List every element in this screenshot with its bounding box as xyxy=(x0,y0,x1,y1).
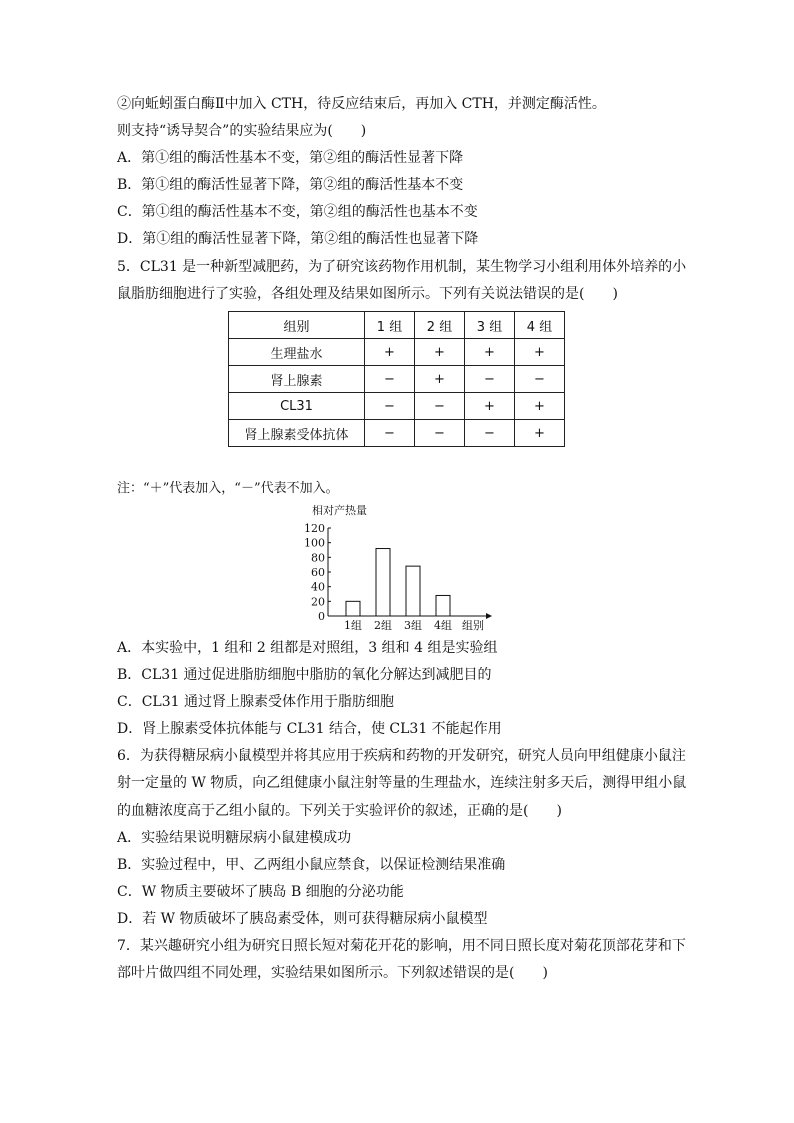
table-cell: + xyxy=(415,339,465,366)
table-header-cell: 组别 xyxy=(229,312,365,339)
table-cell: 肾上腺素 xyxy=(229,366,365,393)
option-a: A．实验结果说明糖尿病小鼠建模成功 xyxy=(117,830,352,846)
table-cell: − xyxy=(415,420,465,447)
option-b: B．CL31 通过促进脂肪细胞中脂肪的氧化分解达到减肥目的 xyxy=(117,667,492,683)
table-cell: − xyxy=(415,393,465,420)
y-tick-label: 0 xyxy=(318,610,325,623)
chart-bars xyxy=(344,549,452,632)
table-cell: + xyxy=(515,393,565,420)
table-cell: − xyxy=(465,366,515,393)
table-cell: 肾上腺素受体抗体 xyxy=(229,420,365,447)
y-tick-label: 100 xyxy=(304,536,325,550)
heat-production-chart xyxy=(290,498,500,633)
option-b: B．第①组的酶活性显著下降，第②组的酶活性基本不变 xyxy=(117,177,464,193)
table-row xyxy=(229,393,565,420)
option-c: C．W 物质主要破坏了胰岛 B 细胞的分泌功能 xyxy=(117,884,404,900)
table-row xyxy=(229,420,565,447)
y-tick-label: 80 xyxy=(311,551,325,565)
x-tick-label: 3组 xyxy=(404,619,422,632)
text-line: ②向蚯蚓蛋白酶Ⅱ中加入 CTH，待反应结束后，再加入 CTH，并测定酶活性。 xyxy=(117,96,606,112)
y-tick-label: 40 xyxy=(311,580,325,594)
table-note: 注：“＋”代表加入，“－”代表不加入。 xyxy=(117,481,339,496)
text-line: 则支持“诱导契合”的实验结果应为( ) xyxy=(117,123,367,139)
bar xyxy=(406,566,420,616)
bar xyxy=(346,601,360,616)
treatment-table xyxy=(228,311,565,447)
table-cell: + xyxy=(415,366,465,393)
x-axis-label: 组别 xyxy=(462,619,484,632)
table-cell: + xyxy=(465,339,515,366)
table-cell: − xyxy=(365,420,415,447)
table-cell: + xyxy=(515,339,565,366)
table-cell: − xyxy=(515,366,565,393)
x-axis-arrow-icon xyxy=(486,613,492,619)
table-cell: − xyxy=(465,420,515,447)
option-a: A．第①组的酶活性基本不变，第②组的酶活性显著下降 xyxy=(117,150,464,166)
y-tick-label: 20 xyxy=(311,595,325,609)
table-header-cell: 3 组 xyxy=(465,312,515,339)
option-b: B．实验过程中，甲、乙两组小鼠应禁食，以保证检测结果准确 xyxy=(117,857,506,873)
question-5-stem: 鼠脂肪细胞进行了实验，各组处理及结果如图所示。下列有关说法错误的是( ) xyxy=(117,286,618,302)
option-d: D．肾上腺素受体抗体能与 CL31 结合，使 CL31 不能起作用 xyxy=(117,721,502,737)
table-row xyxy=(229,366,565,393)
bar xyxy=(436,595,450,616)
question-5-stem: 5．CL31 是一种新型减肥药，为了研究该药物作用机制，某生物学习小组利用体外培养的小 xyxy=(117,259,687,275)
table-cell: + xyxy=(465,393,515,420)
option-a: A．本实验中，1 组和 2 组都是对照组，3 组和 4 组是实验组 xyxy=(117,640,498,656)
question-6-stem: 射一定量的 W 物质，向乙组健康小鼠注射等量的生理盐水，连续注射多天后，测得甲组小鼠 xyxy=(117,775,687,791)
option-d: D．若 W 物质破坏了胰岛素受体，则可获得糖尿病小鼠模型 xyxy=(117,911,488,927)
option-c: C．第①组的酶活性基本不变，第②组的酶活性也基本不变 xyxy=(117,204,478,220)
table-row xyxy=(229,339,565,366)
table-cell: 生理盐水 xyxy=(229,339,365,366)
table-header-cell: 1 组 xyxy=(365,312,415,339)
x-tick-label: 4组 xyxy=(434,619,452,632)
table-cell: CL31 xyxy=(229,393,365,420)
table-header-cell: 4 组 xyxy=(515,312,565,339)
table-cell: − xyxy=(365,366,415,393)
table-cell: + xyxy=(515,420,565,447)
question-6-stem: 的血糖浓度高于乙组小鼠的。下列关于实验评价的叙述，正确的是( ) xyxy=(117,803,562,819)
y-tick-label: 60 xyxy=(311,566,325,579)
bar xyxy=(376,549,390,616)
table-cell: − xyxy=(365,393,415,420)
y-axis-ticks xyxy=(304,522,331,623)
table-header-cell: 2 组 xyxy=(415,312,465,339)
option-c: C．CL31 通过肾上腺素受体作用于脂肪细胞 xyxy=(117,694,394,710)
y-tick-label: 120 xyxy=(304,522,325,535)
table-cell: + xyxy=(365,339,415,366)
y-axis-label: 相对产热量 xyxy=(312,504,367,517)
question-7-stem: 部叶片做四组不同处理，实验结果如图所示。下列叙述错误的是( ) xyxy=(117,965,548,981)
question-6-stem: 6．为获得糖尿病小鼠模型并将其应用于疾病和药物的开发研究，研究人员向甲组健康小鼠注 xyxy=(117,748,686,764)
option-d: D．第①组的酶活性显著下降，第②组的酶活性也显著下降 xyxy=(117,231,479,247)
x-tick-label: 1组 xyxy=(344,619,362,632)
question-7-stem: 7．某兴趣研究小组为研究日照长短对菊花开花的影响，用不同日照长度对菊花顶部花芽和下 xyxy=(117,938,686,954)
table-header-row xyxy=(229,312,565,339)
x-tick-label: 2组 xyxy=(374,619,392,632)
